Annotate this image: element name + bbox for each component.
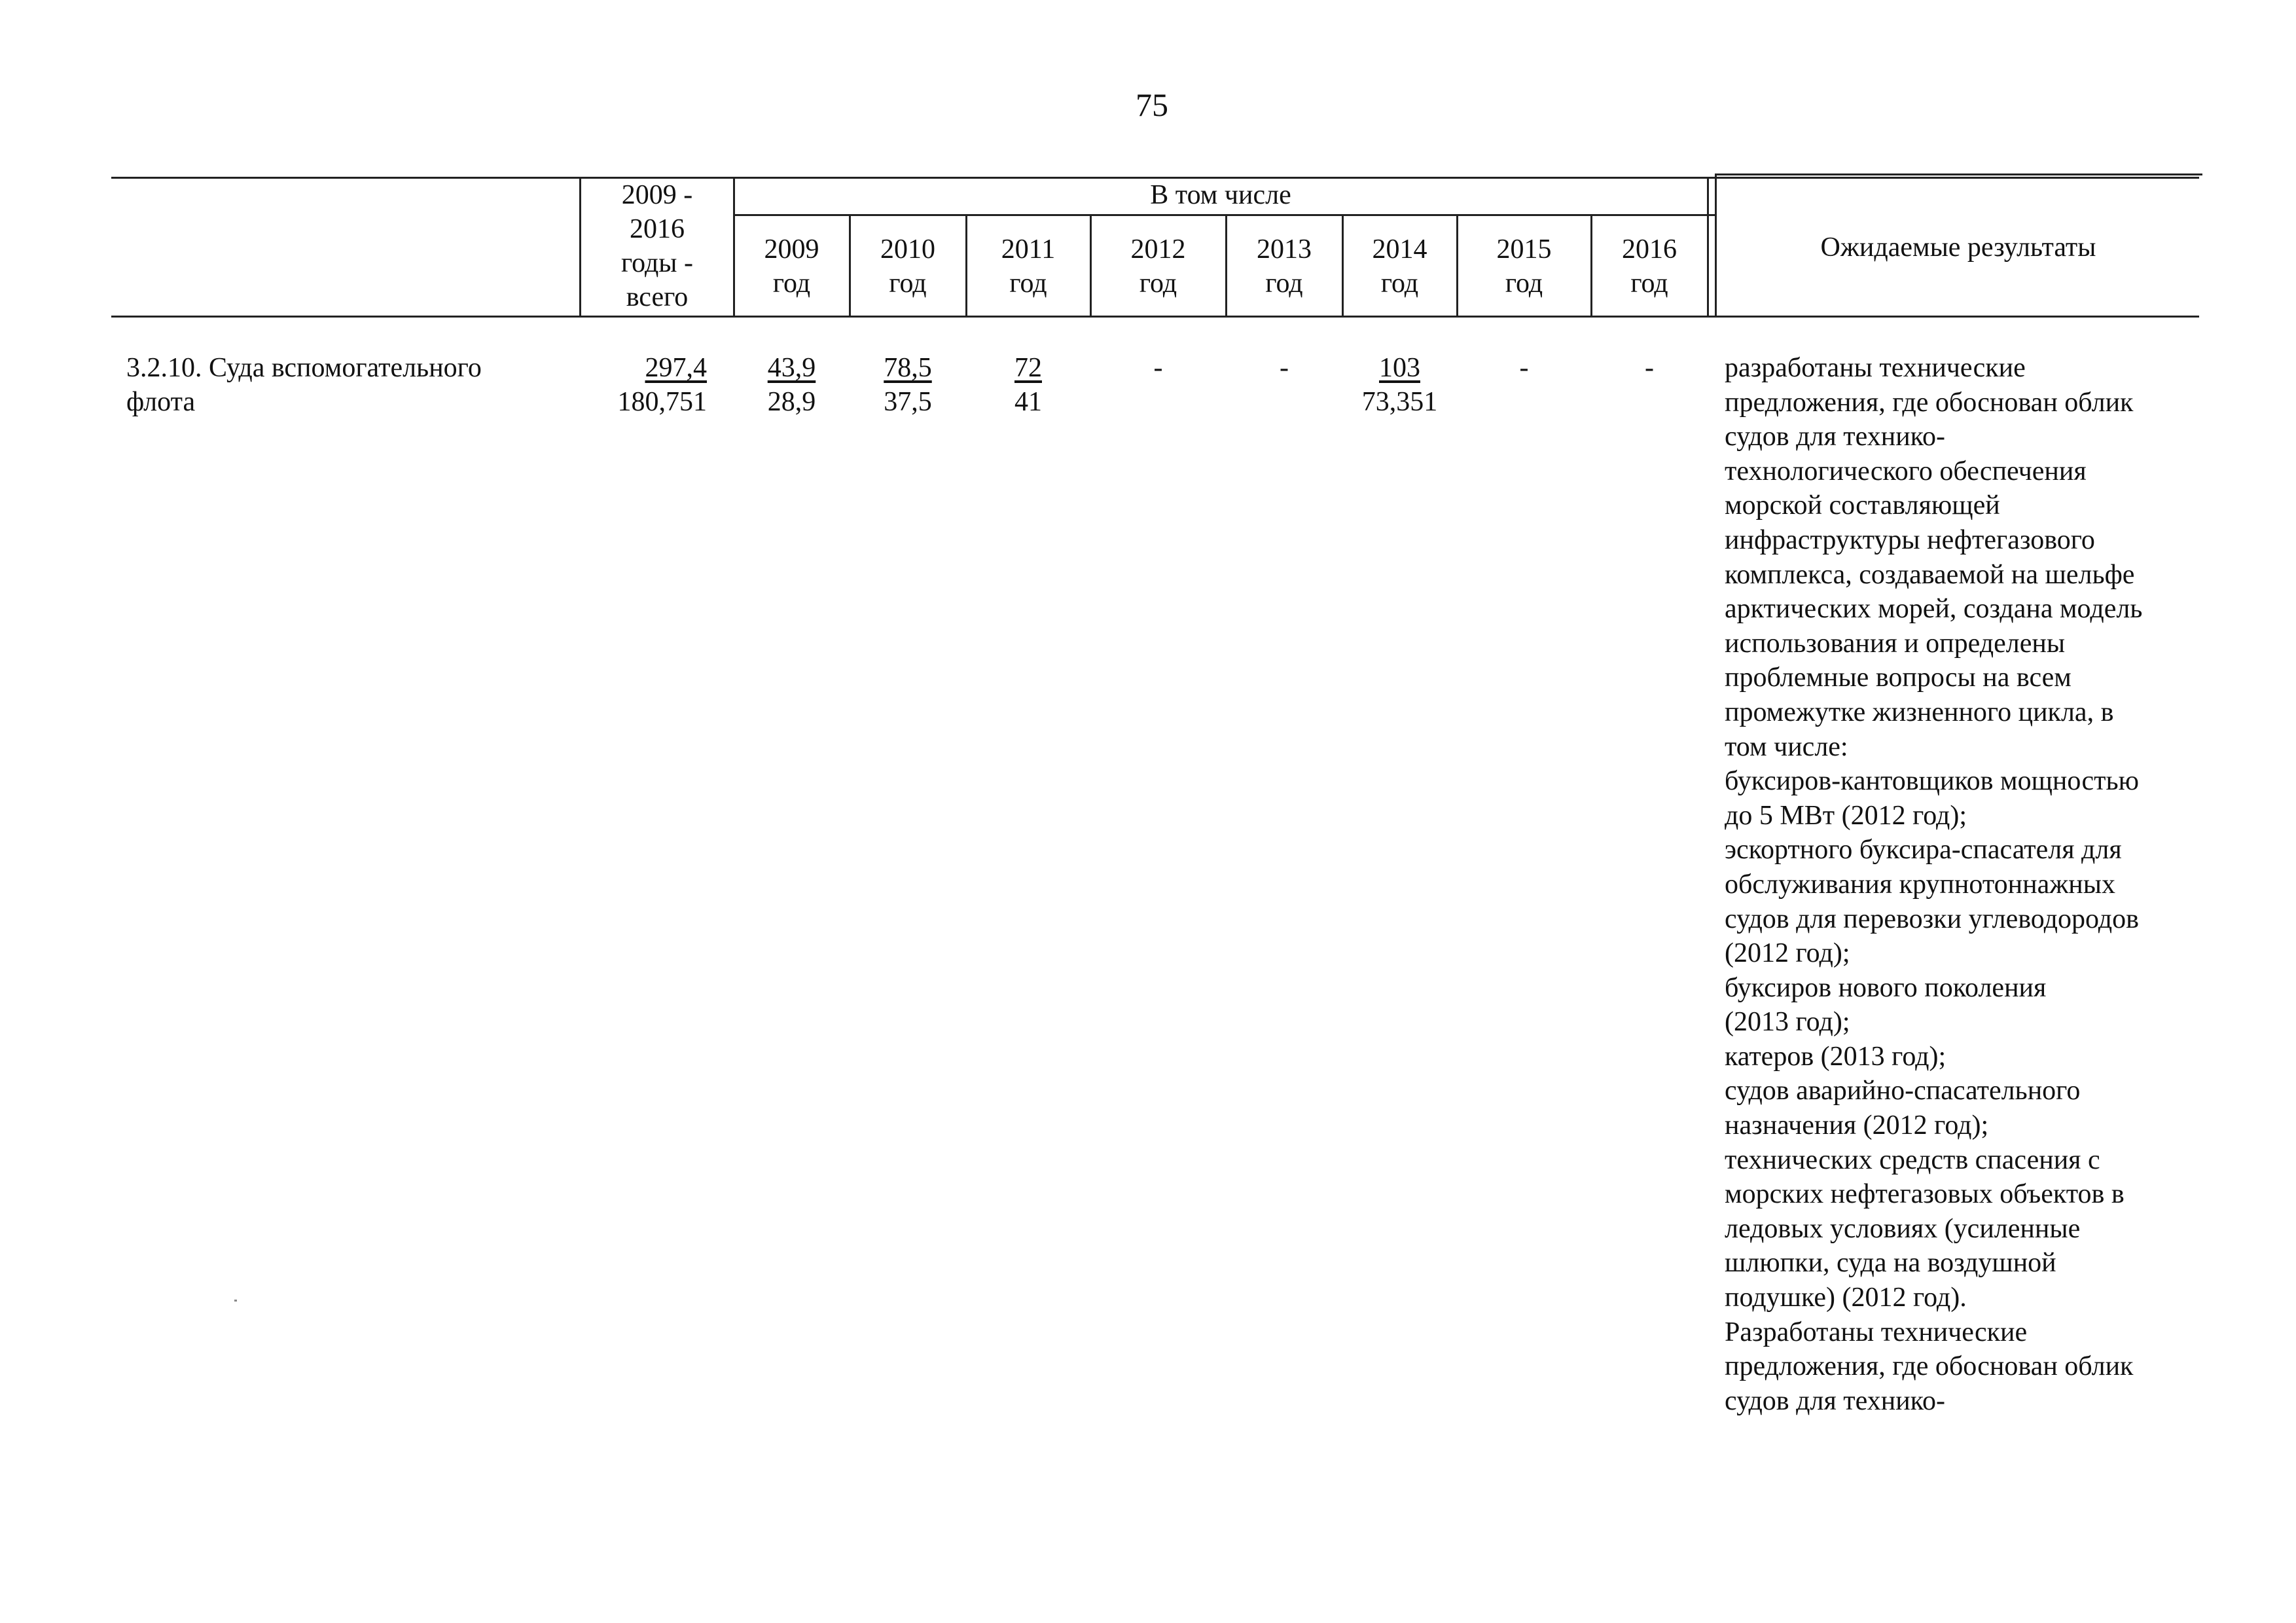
header-year-2011	[967, 232, 1090, 301]
row-value-2010	[850, 351, 965, 419]
row-value-2014	[1343, 351, 1456, 419]
row-total-bottom: 180,751	[617, 387, 707, 417]
row-value-2013	[1227, 351, 1342, 385]
row-value-2011	[967, 351, 1090, 419]
row-value-bottom: 41	[1014, 387, 1042, 417]
header-total-line: 2009 -	[621, 180, 693, 210]
results-header-top-rule	[1715, 173, 2202, 175]
row-value-bottom: 28,9	[767, 387, 816, 417]
header-year-label: 2010	[880, 234, 935, 264]
header-year-2016	[1592, 232, 1707, 301]
header-year-2015	[1458, 232, 1590, 301]
header-in-that-number: В том числе	[1150, 180, 1291, 210]
header-year-unit: год	[1380, 268, 1419, 299]
header-year-label: 2009	[764, 234, 819, 264]
header-year-label: 2011	[1001, 234, 1056, 264]
row-value-2012	[1091, 351, 1225, 385]
row-total-top: 297,4	[645, 353, 707, 383]
header-year-2014	[1343, 232, 1456, 301]
header-year-2009	[734, 232, 849, 301]
header-total	[581, 178, 733, 314]
header-total-line: 2016	[630, 214, 685, 244]
scan-speck	[234, 1300, 237, 1302]
header-total-line: всего	[626, 282, 689, 312]
in-that-number-rule	[733, 214, 1715, 216]
header-year-unit: год	[1630, 268, 1668, 299]
row-name-line: 3.2.10. Суда вспомогательного	[126, 353, 482, 383]
header-year-label: 2012	[1130, 234, 1186, 264]
row-value-top: 43,9	[767, 353, 816, 383]
row-value-top: 72	[1014, 353, 1042, 383]
header-year-unit: год	[1505, 268, 1543, 299]
header-year-unit: год	[1009, 268, 1047, 299]
header-year-unit: год	[1139, 268, 1177, 299]
header-year-unit: год	[772, 268, 811, 299]
row-name	[126, 351, 482, 419]
header-year-label: 2013	[1257, 234, 1312, 264]
row-value-2015	[1458, 351, 1590, 385]
header-year-label: 2016	[1622, 234, 1677, 264]
header-year-unit: год	[1265, 268, 1303, 299]
header-year-label: 2015	[1496, 234, 1552, 264]
row-value-top: -	[1519, 353, 1529, 383]
row-value-top: -	[1153, 353, 1163, 383]
row-value-bottom: 37,5	[884, 387, 932, 417]
row-value-bottom: 73,351	[1361, 387, 1438, 417]
row-results: разработаны технические предложения, где обоснован облик судов для технико- технологического обеспечения морской составляющей инфраструктуры нефтегазового комплекса, создаваемой на шельфе арктических морей, создана модель использования и определены проблемные вопросы на всем промежутке жизненного цикла, в том числе: буксиров-кантовщиков мощностью до 5 МВт (2012 год); эскортного буксира-спасателя для обслуживания крупнотоннажных судов для перевозки углеводородов (2012 год); буксиров нового поколения (2013 год); катеров (2013 год); судов аварийно-спасательного назначения (2012 год); технических средств спасения с морских нефтегазовых объектов в ледовых условиях (усиленные шлюпки, суда на воздушной подушке) (2012 год). Разработаны технические предложения, где обоснован облик судов для технико-	[1725, 353, 2143, 1416]
row-name-line: флота	[126, 387, 196, 417]
header-results: Ожидаемые результаты	[1820, 232, 2096, 263]
header-year-2013	[1227, 232, 1342, 301]
header-total-line: годы -	[620, 248, 694, 278]
header-year-label: 2014	[1372, 234, 1427, 264]
row-value-top: 78,5	[884, 353, 932, 383]
row-total	[579, 351, 707, 419]
row-value-2016	[1592, 351, 1707, 385]
row-value-top: 103	[1379, 353, 1420, 383]
header-year-2012	[1091, 232, 1225, 301]
header-year-unit: год	[889, 268, 927, 299]
header-year-2010	[850, 232, 965, 301]
page-number: 75	[1136, 86, 1168, 123]
row-value-top: -	[1280, 353, 1289, 383]
row-value-top: -	[1645, 353, 1654, 383]
row-value-2009	[734, 351, 849, 419]
table-header-bottom-rule	[111, 316, 2199, 318]
